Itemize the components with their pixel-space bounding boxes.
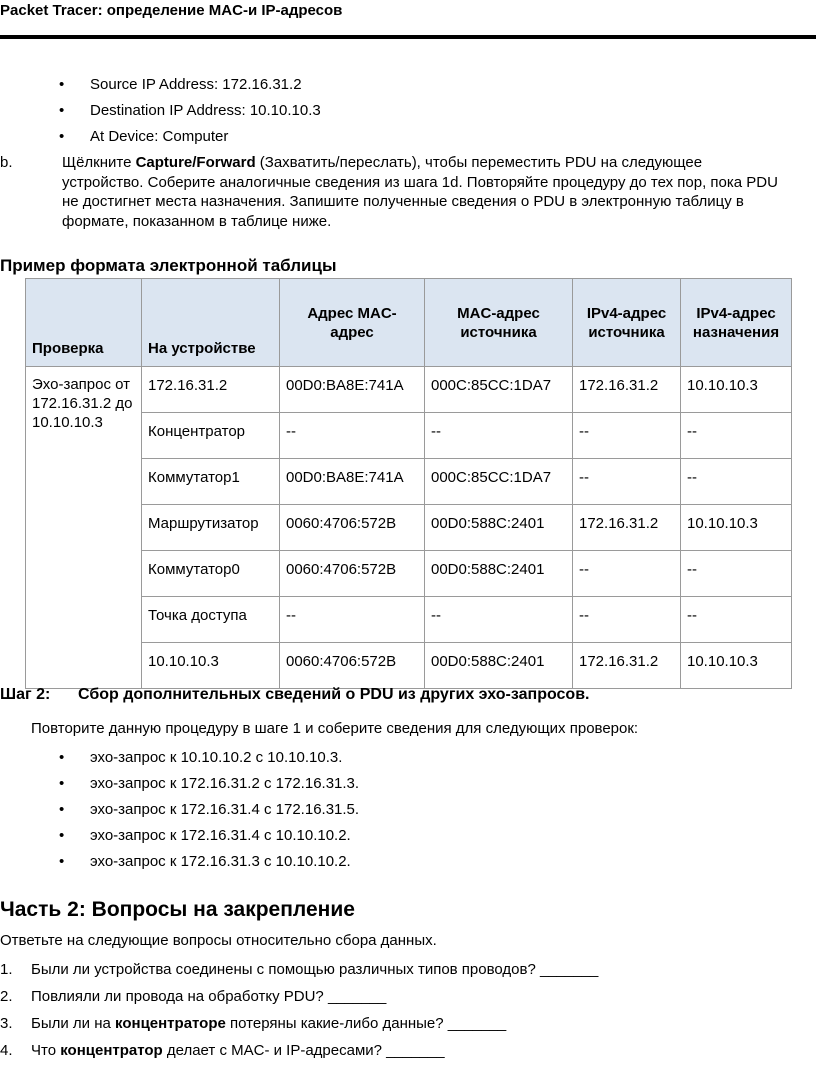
table-cell: -- bbox=[573, 551, 681, 597]
table-cell: -- bbox=[573, 597, 681, 643]
step-b-text-pre: Щёлкните bbox=[62, 154, 136, 171]
table-cell: -- bbox=[681, 597, 792, 643]
list-item: • эхо-запрос к 172.16.31.4 с 10.10.10.2. bbox=[59, 826, 359, 852]
question-number: 3. bbox=[0, 1015, 13, 1032]
header-divider bbox=[0, 35, 816, 39]
list-item: • Destination IP Address: 10.10.10.3 bbox=[59, 101, 321, 127]
question-text-pre: Были ли устройства соединены с помощью различных типов проводов? _______ bbox=[31, 961, 599, 978]
table-cell: 0060:4706:572B bbox=[280, 551, 425, 597]
table-cell: 172.16.31.2 bbox=[573, 505, 681, 551]
list-item: • эхо-запрос к 172.16.31.3 с 10.10.10.2. bbox=[59, 852, 359, 878]
table-cell: 172.16.31.2 bbox=[573, 643, 681, 689]
table-cell: 172.16.31.2 bbox=[573, 367, 681, 413]
question-text-pre: Были ли на bbox=[31, 1015, 116, 1032]
table-cell: Коммутатор1 bbox=[142, 459, 280, 505]
table-cell: -- bbox=[280, 597, 425, 643]
table-cell: 00D0:BA8E:741A bbox=[280, 459, 425, 505]
table-cell: -- bbox=[425, 597, 573, 643]
table-cell: -- bbox=[425, 413, 573, 459]
column-header: Адрес MAC-адрес bbox=[280, 279, 425, 367]
question-text-pre: Что bbox=[31, 1042, 61, 1059]
table-cell: Концентратор bbox=[142, 413, 280, 459]
question-text bbox=[31, 987, 386, 1007]
hub-term: концентратор bbox=[60, 1042, 163, 1059]
table-cell: 10.10.10.3 bbox=[681, 505, 792, 551]
table-header-row bbox=[26, 279, 792, 367]
question-text-post: потеряны какие-либо данные? _______ bbox=[225, 1015, 507, 1032]
part-2-heading: Часть 2: Вопросы на закрепление bbox=[0, 898, 355, 921]
table-cell: -- bbox=[280, 413, 425, 459]
question-text bbox=[31, 1041, 445, 1061]
step-b-text-post: (Захватить/переслать), чтобы переместить PDU на следующее устройство. Соберите аналогичные сведения из шага 1d. Повторяйте процедуру до тех пор, пока PDU не достигнет места назначения. Запишите полученные сведения о PDU в электронную таблицу в формате, показанном в таблице ниже. bbox=[62, 154, 778, 230]
column-header: MAC-адрес источника bbox=[425, 279, 573, 367]
pdu-info-list bbox=[59, 75, 321, 153]
table-cell: 000C:85CC:1DA7 bbox=[425, 367, 573, 413]
table-cell: 172.16.31.2 bbox=[142, 367, 280, 413]
question-text-pre: Повлияли ли провода на обработку PDU? _______ bbox=[31, 988, 387, 1005]
question-text bbox=[31, 1014, 506, 1034]
table-cell: 10.10.10.3 bbox=[681, 367, 792, 413]
step-2-number: Шаг 2: bbox=[0, 686, 51, 703]
table-cell: 00D0:588C:2401 bbox=[425, 505, 573, 551]
step-2-title: Сбор дополнительных сведений о PDU из других эхо-запросов. bbox=[78, 686, 590, 703]
spreadsheet-format-table bbox=[25, 278, 792, 689]
list-item: • эхо-запрос к 10.10.10.2 с 10.10.10.3. bbox=[59, 748, 359, 774]
question-number: 2. bbox=[0, 988, 13, 1005]
table-cell: 000C:85CC:1DA7 bbox=[425, 459, 573, 505]
table-cell: 10.10.10.3 bbox=[681, 643, 792, 689]
list-item: • эхо-запрос к 172.16.31.4 с 172.16.31.5. bbox=[59, 800, 359, 826]
list-item: • Source IP Address: 172.16.31.2 bbox=[59, 75, 321, 101]
table-cell: -- bbox=[573, 459, 681, 505]
step-b-text bbox=[62, 153, 782, 231]
ping-test-list bbox=[59, 748, 359, 878]
table-cell: Маршрутизатор bbox=[142, 505, 280, 551]
question-text bbox=[31, 960, 598, 980]
table-cell: 0060:4706:572B bbox=[280, 643, 425, 689]
column-header: Проверка bbox=[26, 279, 142, 367]
column-header: IPv4-адрес назначения bbox=[681, 279, 792, 367]
table-cell: -- bbox=[681, 459, 792, 505]
table-cell: 00D0:BA8E:741A bbox=[280, 367, 425, 413]
table-cell: Точка доступа bbox=[142, 597, 280, 643]
table-heading: Пример формата электронной таблицы bbox=[0, 256, 337, 275]
part-2-intro: Ответьте на следующие вопросы относительно сбора данных. bbox=[0, 932, 437, 949]
column-header: IPv4-адрес источника bbox=[573, 279, 681, 367]
table-cell: -- bbox=[573, 413, 681, 459]
column-header: На устройстве bbox=[142, 279, 280, 367]
page-header-title: Packet Tracer: определение MAC-и IP-адресов bbox=[0, 2, 343, 19]
table-row bbox=[26, 367, 792, 413]
table-cell: Коммутатор0 bbox=[142, 551, 280, 597]
question-number: 4. bbox=[0, 1042, 13, 1059]
table-cell: -- bbox=[681, 551, 792, 597]
hub-term: концентраторе bbox=[115, 1015, 226, 1032]
table-cell: 00D0:588C:2401 bbox=[425, 551, 573, 597]
question-number: 1. bbox=[0, 961, 13, 978]
table-cell: 0060:4706:572B bbox=[280, 505, 425, 551]
table-cell: 00D0:588C:2401 bbox=[425, 643, 573, 689]
table-cell: 10.10.10.3 bbox=[142, 643, 280, 689]
capture-forward-term: Capture/Forward bbox=[135, 154, 256, 171]
test-description-cell: Эхо-запрос от 172.16.31.2 до 10.10.10.3 bbox=[26, 367, 142, 689]
list-item: • эхо-запрос к 172.16.31.2 с 172.16.31.3. bbox=[59, 774, 359, 800]
step-2-intro: Повторите данную процедуру в шаге 1 и соберите сведения для следующих проверок: bbox=[31, 720, 639, 737]
question-text-post: делает с MAC- и IP-адресами? _______ bbox=[162, 1042, 445, 1059]
list-item: • At Device: Computer bbox=[59, 127, 321, 153]
table-cell: -- bbox=[681, 413, 792, 459]
step-b-label: b. bbox=[0, 154, 13, 171]
